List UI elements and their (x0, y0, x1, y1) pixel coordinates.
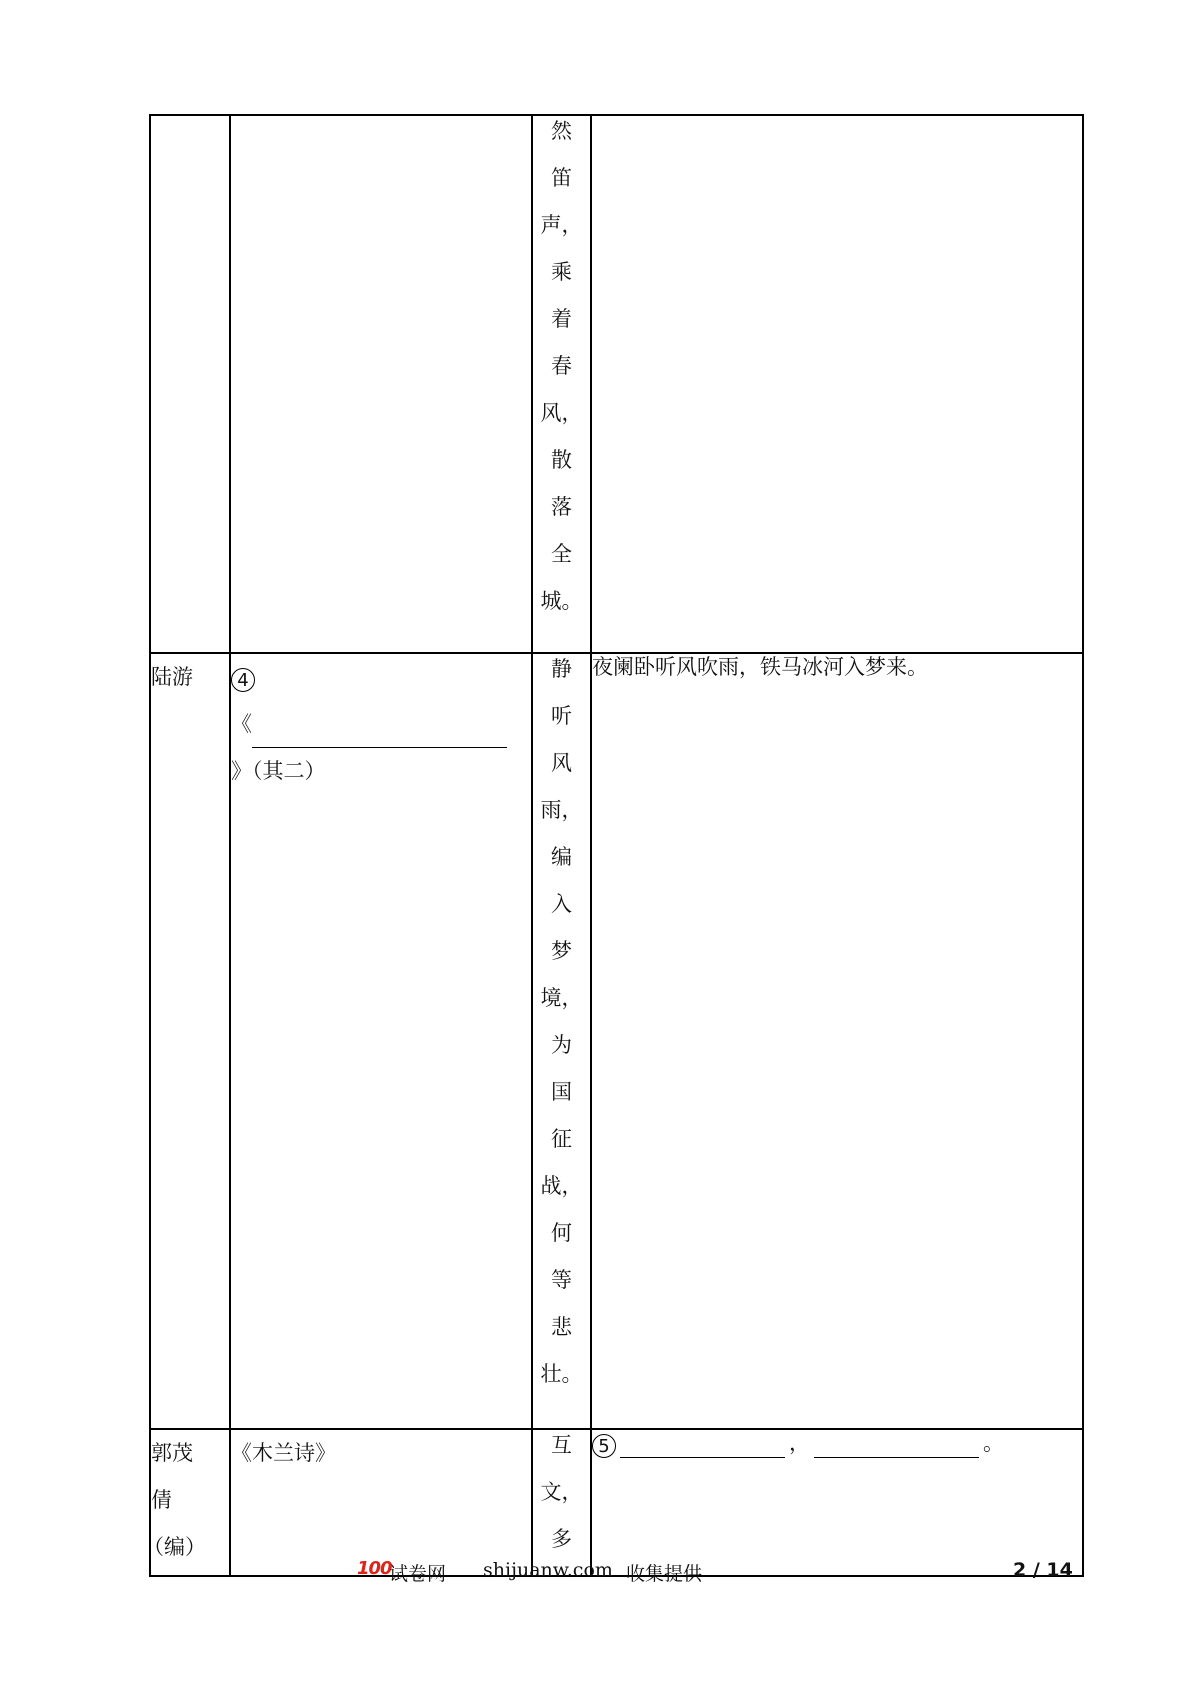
author-name: 陆游 (151, 665, 193, 689)
notes-char: 境， (540, 986, 583, 1010)
notes-char: 春 (551, 354, 572, 378)
notes-char: 梦 (551, 939, 572, 963)
question-number-4: 4 (231, 668, 255, 692)
poem-cell (591, 115, 1083, 653)
notes-char: 雨， (540, 798, 583, 822)
notes-char: 国 (551, 1080, 572, 1104)
notes-char: 文， (540, 1480, 583, 1504)
notes-cell (532, 115, 591, 653)
notes-char: 编 (551, 845, 572, 869)
provided-by-text: 收集提供 (626, 1563, 703, 1585)
notes-char: 多 (551, 1527, 572, 1551)
author-cell (150, 115, 230, 653)
work-cell (230, 653, 532, 1429)
table-row (150, 115, 1083, 653)
poem-line: 夜阑卧听风吹雨，铁马冰河入梦来。 (592, 655, 928, 679)
notes-char: 听 (551, 704, 572, 728)
notes-char: 然 (551, 119, 572, 143)
notes-char: 征 (551, 1127, 572, 1151)
author-line: 倩 (151, 1488, 172, 1512)
title-open-bracket: 《 (231, 712, 252, 736)
notes-char: 散 (551, 448, 572, 472)
author-cell (143, 1429, 230, 1576)
poem-table (143, 114, 1084, 1577)
title-close-bracket: 》（其二） (231, 759, 326, 783)
notes-char: 落 (551, 495, 572, 519)
notes-char: 为 (551, 1033, 572, 1057)
work-cell (230, 1429, 532, 1576)
notes-char: 风， (540, 401, 583, 425)
notes-char: 笛 (551, 166, 572, 190)
page-number: 2 / 14 (1013, 1559, 1073, 1581)
poem-cell (591, 1429, 1083, 1576)
poem-separator: ， (789, 1431, 810, 1455)
notes-char: 乘 (551, 260, 572, 284)
notes-char: 壮。 (540, 1362, 583, 1386)
work-title: 《木兰诗》 (231, 1441, 336, 1465)
notes-char: 何 (551, 1221, 572, 1245)
site-logo: 100 (357, 1558, 392, 1579)
poem-cell (591, 653, 1083, 1429)
poem-answer-blank-2[interactable] (814, 1435, 979, 1458)
notes-char: 入 (551, 892, 572, 916)
notes-cell (532, 1429, 591, 1576)
question-number-5: 5 (592, 1434, 616, 1458)
table-row (150, 653, 1083, 1429)
site-url[interactable]: shijuanw.com (483, 1559, 613, 1581)
notes-char: 等 (551, 1268, 572, 1292)
notes-char: 着 (551, 307, 572, 331)
notes-char: 声， (540, 213, 583, 237)
notes-char: 全 (551, 542, 572, 566)
title-answer-blank[interactable] (252, 725, 507, 748)
notes-char: 战， (540, 1174, 583, 1198)
author-line: （编） (143, 1535, 206, 1559)
notes-cell (532, 653, 591, 1429)
site-name: 试卷网 (389, 1563, 447, 1585)
notes-char: 城。 (540, 589, 583, 613)
poem-answer-blank-1[interactable] (620, 1435, 785, 1458)
poem-end-mark: 。 (983, 1431, 1004, 1455)
author-line: 郭茂 (151, 1441, 193, 1465)
notes-char: 静 (551, 657, 572, 681)
notes-char: 风 (551, 751, 572, 775)
work-cell (230, 115, 532, 653)
notes-char: 悲 (551, 1315, 572, 1339)
table-row (150, 1429, 1083, 1576)
author-cell (150, 653, 230, 1429)
notes-char: 互 (551, 1433, 572, 1457)
page-footer (0, 1558, 1191, 1588)
